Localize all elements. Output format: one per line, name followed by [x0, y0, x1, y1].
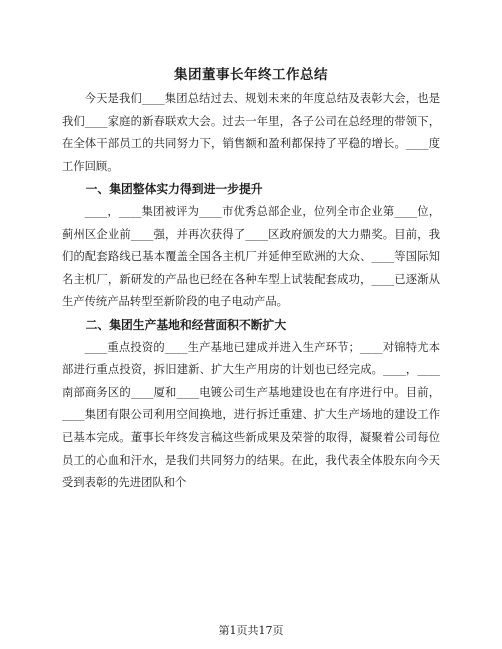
- document-title: 集团董事长年终工作总结: [174, 67, 328, 83]
- paragraph-section-2: ____重点投资的____生产基地已建成并进入生产环节；____对锦特尤本部进行重点投资，拆旧建新、扩大生产用房的计划也已经完成。____，____南部商务区的____厦和____电镀公司生产基地建设也在有序进行中。目前，____集团有限公司利用空间换地，进行拆迁重建、扩大生产场地的建设工作已基本完成。董事长年终发言稿这些新成果及荣誉的取得，凝聚着公司每位员工的心血和汗水，是我们共同努力的结果。在此，我代表全体股东向今天受到表彰的先进团队和个: [62, 340, 440, 490]
- paragraph-intro: 今天是我们____集团总结过去、规划未来的年度总结及表彰大会，也是我们____家庭的新春联欢大会。过去一年里，各子公司在总经理的带领下，在全体干部员工的共同努力下，销售额和盈利都保持了平稳的增长。____度工作回顾。: [62, 92, 440, 173]
- section-heading-1: 一、集团整体实力得到进一步提升: [85, 182, 263, 197]
- paragraph-section-1: ____，____集团被评为____市优秀总部企业，位列全市企业第____位，蓟州区企业前____强，并再次获得了____区政府颁发的大力鼎奖。目前，我们的配套路线已基本覆盖全国各主机厂并延伸至欧洲的大众、____等国际知名主机厂，新研发的产品也已经在各种车型上试装配套成功，____已逐渐从生产传统产品转型至新阶段的电子电动产品。: [62, 204, 440, 309]
- page-number-footer: 第1页共17页: [218, 624, 284, 637]
- document-body: [62, 88, 440, 495]
- section-heading-2: 二、集团生产基地和经营面积不断扩大: [85, 317, 287, 332]
